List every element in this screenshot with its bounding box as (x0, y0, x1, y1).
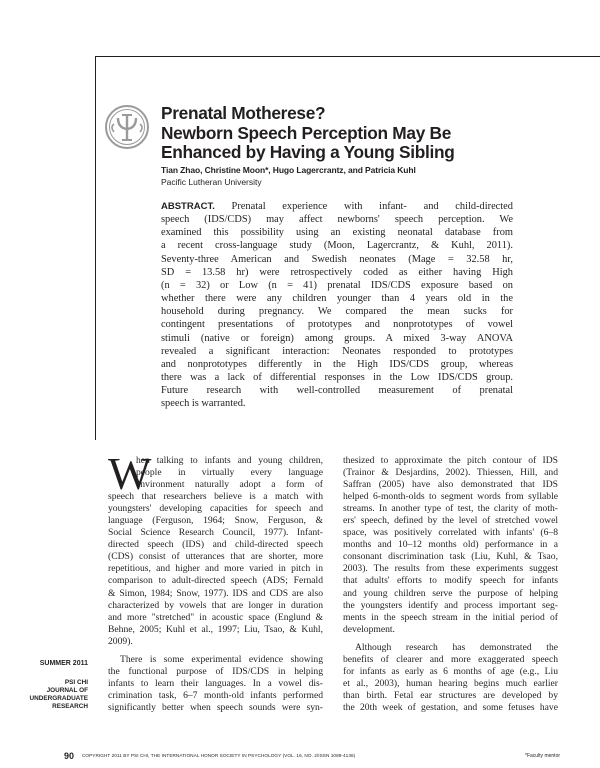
text-line: and young children serve the purpose of helping (343, 587, 558, 599)
text-line: there was a lack of differential responses in the Low IDS/CDS group. (161, 372, 513, 384)
text-line: youngsters' developing capacities for speech and (108, 503, 323, 515)
text-line: significantly better when speech sounds were syn- (108, 701, 323, 713)
text-line: crimination task, 6–7 month-old infants performed (108, 689, 323, 701)
text-line: Future research with well-controlled measurement of prenatal (161, 385, 513, 397)
journal-line: UNDERGRADUATE (29, 695, 88, 702)
psi-chi-logo-icon (104, 104, 150, 150)
text-line: stimuli (native or foreign) among groups. A mixed 3-way ANOVA (161, 332, 513, 344)
text-line: whether there were any children younger than 4 years old in the (161, 293, 513, 305)
text-line: helped 6-month-olds to segment words from syllable (343, 491, 558, 503)
text-line: repetitious, and higher and more varied in pitch in (108, 563, 323, 575)
text-line: a recent cross-language study (Moon, Lagercrantz, & Kuhl, 2011). (161, 240, 513, 252)
text-line: Social Science Research Council, 1977). Infant- (108, 527, 323, 539)
text-line: (CDS) consist of utterances that are shorter, more (108, 551, 323, 563)
text-line: and more "stretched" in acoustic space (Englund & (108, 611, 323, 623)
text-line: benefits of clearer and more exaggerated speech (343, 653, 558, 665)
text-line: and nonprototypes differently in the High IDS/CDS group, whereas (161, 358, 513, 370)
text-line: Although research has demonstrated the (355, 641, 558, 653)
text-line: Seventy-three American and Swedish neonates (Mage = 32.58 hr, (161, 253, 513, 265)
text-line: SD = 13.58 hr) were retrospectively coded as either having High (161, 266, 513, 278)
journal-line: JOURNAL OF (46, 687, 88, 694)
text-line: speech is warranted. (161, 398, 246, 410)
text-line (161, 200, 513, 213)
body-column-right (343, 455, 558, 714)
abstract (161, 200, 513, 411)
text-line: comparison to adult-directed speech (ADS; Fernald (108, 575, 323, 587)
text-line: Behne, 2005; Kuhl et al., 1997; Liu, Tsao, & Kuhl, (108, 623, 323, 635)
journal-name (30, 679, 88, 711)
text-line: language (Ferguson, 1964; Snow, Ferguson, & (108, 515, 323, 527)
dropcap: W (108, 448, 152, 499)
text-line: Saffran (2005) have also demonstrated that IDS (343, 479, 558, 491)
text-line: speech that researchers believe is a match with (108, 491, 323, 503)
copyright-notice: COPYRIGHT 2011 BY PSI CHI, THE INTERNATIONAL HONOR SOCIETY IN PSYCHOLOGY (VOL. 16, NO. 2/ISSN 1089-4136) (82, 753, 356, 758)
text-line: 2009). (108, 635, 133, 647)
text-line: directed speech (IDS) and child-directed speech (108, 539, 323, 551)
affiliation: Pacific Lutheran University (161, 177, 262, 187)
text-line: et al., 2003), human hearing begins much earlier (343, 677, 558, 689)
abstract-label: ABSTRACT. (161, 201, 215, 212)
authors: Tian Zhao, Christine Moon*, Hugo Lagercrantz, and Patricia Kuhl (161, 165, 416, 175)
text-line: months and 10–12 months old) performance in a (343, 539, 558, 551)
text-line: ers' speech, defined by the level of stretched vowel (343, 515, 558, 527)
issue-season: SUMMER 2011 (39, 660, 88, 667)
text-line: speech (IDS/CDS) may affect newborns' speech perception. We (161, 214, 513, 226)
text-line: than birth. Fetal ear structures are developed by (343, 689, 558, 701)
title-line: Newborn Speech Perception May Be (161, 122, 452, 143)
text-line: & Simon, 1984; Snow, 1977). IDS and CDS are also (108, 587, 323, 599)
text-line: household during pregnancy. We compared the mean sucks for (161, 306, 513, 318)
journal-line: RESEARCH (52, 703, 88, 710)
text-line: people in virtually every language (136, 467, 323, 479)
text-line: development. (343, 623, 395, 635)
text-line: 2003). The results from these experiments suggest (343, 563, 558, 575)
text-line: revealed a significant interaction: Neonates responded to prototypes (161, 345, 513, 357)
text-line: that adults' efforts to modify speech for infants (343, 575, 558, 587)
abstract-text: Prenatal experience with infant- and child-directed (214, 201, 513, 212)
article-title (161, 104, 561, 163)
text-line: There is some experimental evidence showing (120, 653, 323, 665)
text-line: for infants as early as 6 months of age (e.g., Liu (343, 665, 558, 677)
body-column-left (108, 448, 323, 714)
journal-line: PSI CHI (64, 679, 88, 686)
title-line: Prenatal Motherese? (161, 103, 326, 123)
text-line: characterized by vowels that are longer in duration (108, 599, 323, 611)
faculty-mentor-note: *Faculty mentor (525, 753, 561, 759)
text-line: streams. In another type of test, the clarity of moth- (343, 503, 558, 515)
text-line: the youngsters identify and process important seg- (343, 599, 558, 611)
text-line: thesized to approximate the pitch contour of IDS (343, 455, 558, 466)
page-number: 90 (64, 751, 75, 761)
text-line: examined this possibility using an existing neonatal database from (161, 227, 513, 239)
text-line: the 20th week of gestation, and some fetuses have (343, 701, 558, 713)
text-line: (n = 32) or Low (n = 41) prenatal IDS/CDS exposure based on (161, 279, 513, 291)
text-line: hen talking to infants and young children, (136, 455, 323, 466)
text-line: the functional purpose of IDS/CDS in helping (108, 665, 323, 677)
text-line: consonant discrimination task (Liu, Kuhl, & Tsao, (343, 551, 558, 563)
text-line: space, was positively correlated with infants' (6–8 (343, 527, 558, 539)
text-line: environment naturally adopt a form of (136, 479, 323, 491)
text-line: (Trainor & Desjardins, 2002). Thiessen, Hill, and (343, 467, 558, 479)
text-line: ments in the speech stream in the initial period of (343, 611, 558, 623)
text-line: contingent presentations of prototypes and nonprototypes of vowel (161, 319, 513, 331)
text-line: infants to learn their languages. In a vowel dis- (108, 677, 323, 689)
title-line: Enhanced by Having a Young Sibling (161, 142, 455, 162)
